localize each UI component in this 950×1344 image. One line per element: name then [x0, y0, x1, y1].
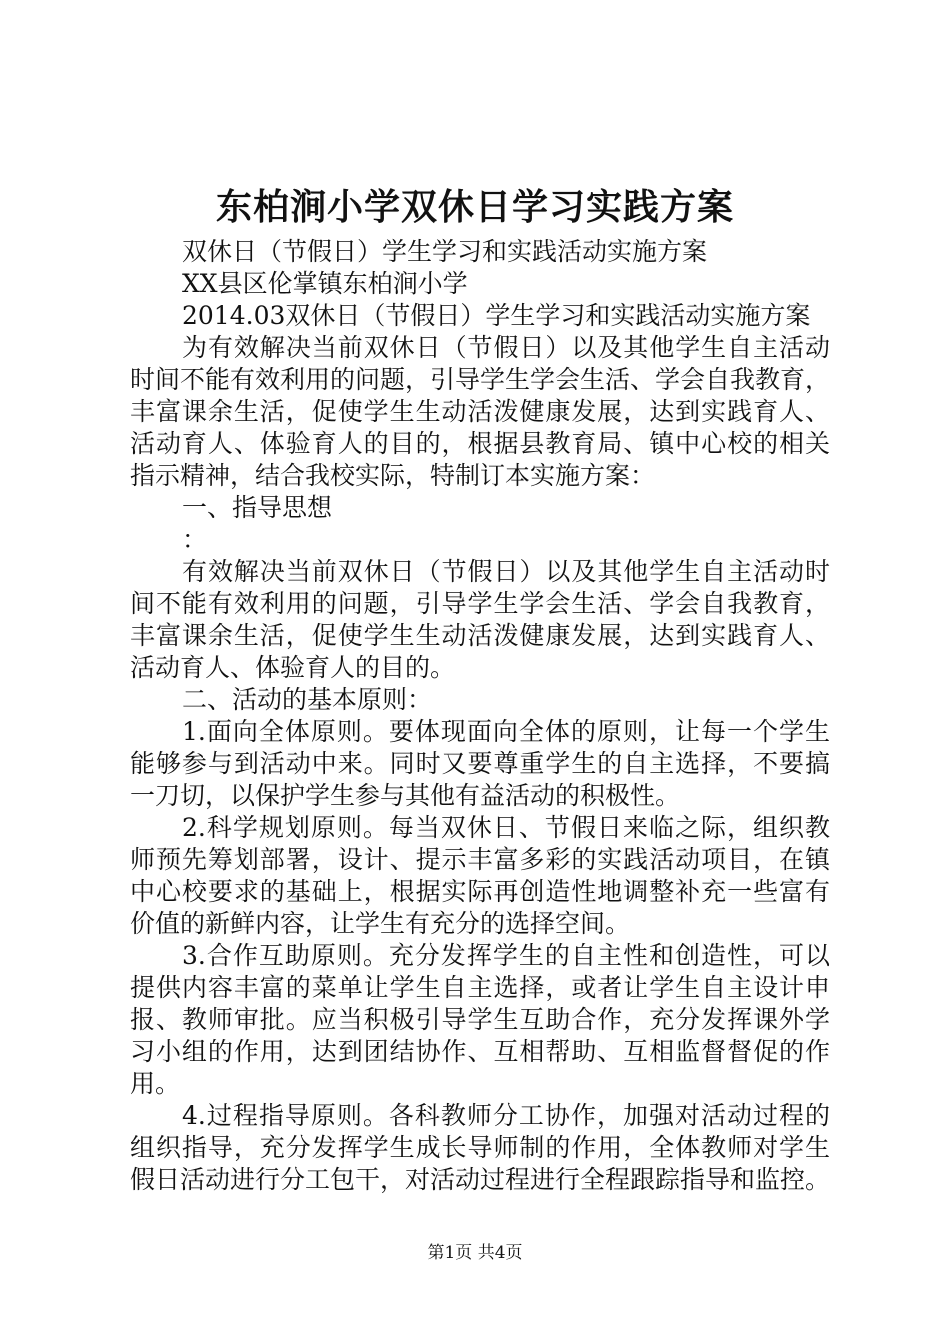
date-plan-line: 2014.03双休日（节假日）学生学习和实践活动实施方案 [182, 301, 811, 330]
paragraph-line: 假日活动进行分工包干，对活动过程进行全程跟踪指导和监控。 [130, 1165, 831, 1194]
subtitle-line: 双休日（节假日）学生学习和实践活动实施方案 [182, 237, 708, 266]
paragraph-line: 为有效解决当前双休日（节假日）以及其他学生自主活动 [182, 333, 830, 362]
paragraph-line: 3.合作互助原则。充分发挥学生的自主性和创造性，可以 [182, 941, 830, 970]
paragraph-line: 组织指导，充分发挥学生成长导师制的作用，全体教师对学生 [130, 1133, 830, 1162]
paragraph-line: 2.科学规划原则。每当双休日、节假日来临之际，组织教 [182, 813, 830, 842]
paragraph-line: 4.过程指导原则。各科教师分工协作，加强对活动过程的 [182, 1101, 830, 1130]
paragraph-line: 指示精神，结合我校实际，特制订本实施方案： [130, 461, 656, 490]
paragraph-line: 提供内容丰富的菜单让学生自主选择，或者让学生自主设计申 [130, 973, 830, 1002]
section-heading: 二、活动的基本原则： [182, 685, 433, 714]
paragraph-line: 丰富课余生活，促使学生生动活泼健康发展，达到实践育人、 [130, 397, 830, 426]
paragraph-line: 报、教师审批。应当积极引导学生互助合作，充分发挥课外学 [130, 1005, 830, 1034]
paragraph-line: 活动育人、体验育人的目的，根据县教育局、镇中心校的相关 [130, 429, 830, 458]
paragraph-line: 习小组的作用，达到团结协作、互相帮助、互相监督督促的作 [130, 1037, 830, 1066]
paragraph-line: 能够参与到活动中来。同时又要尊重学生的自主选择，不要搞 [130, 749, 830, 778]
document-title: 东柏涧小学双休日学习实践方案 [215, 186, 734, 228]
paragraph-line: 间不能有效利用的问题，引导学生学会生活、学会自我教育， [130, 589, 830, 618]
paragraph-line: 丰富课余生活，促使学生生动活泼健康发展，达到实践育人、 [130, 621, 830, 650]
paragraph-line: 有效解决当前双休日（节假日）以及其他学生自主活动时 [182, 557, 830, 586]
paragraph-line: 一刀切，以保护学生参与其他有益活动的积极性。 [130, 781, 681, 810]
colon-line: ： [182, 525, 208, 554]
paragraph-line: 师预先筹划部署，设计、提示丰富多彩的实践活动项目，在镇 [130, 845, 830, 874]
page-footer: 第1页 共4页 [427, 1243, 523, 1263]
paragraph-line: 用。 [130, 1069, 181, 1098]
paragraph-line: 中心校要求的基础上，根据实际再创造性地调整补充一些富有 [130, 877, 830, 906]
paragraph-line: 时间不能有效利用的问题，引导学生学会生活、学会自我教育， [130, 365, 831, 394]
school-name-line: XX县区伦掌镇东柏涧小学 [182, 269, 468, 298]
paragraph-line: 活动育人、体验育人的目的。 [130, 653, 456, 682]
section-heading: 一、指导思想 [182, 493, 333, 522]
paragraph-line: 1.面向全体原则。要体现面向全体的原则，让每一个学生 [182, 717, 830, 746]
paragraph-line: 价值的新鲜内容，让学生有充分的选择空间。 [130, 909, 631, 938]
document-body [130, 236, 830, 1196]
